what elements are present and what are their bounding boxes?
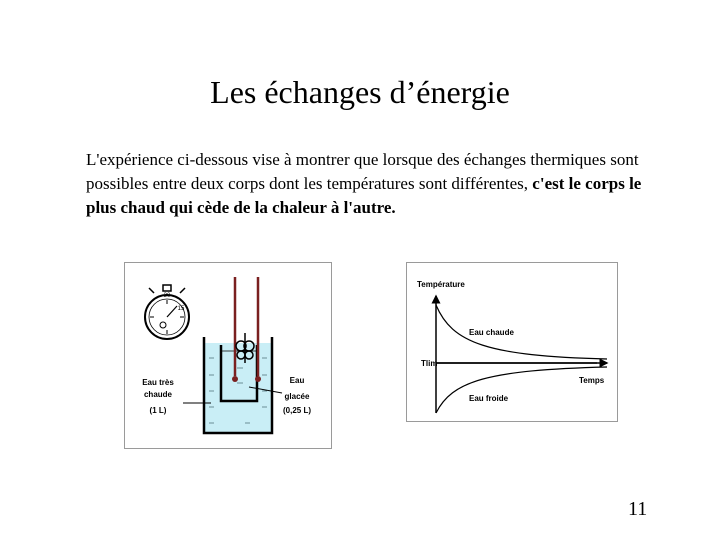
experiment-drawing [125, 263, 331, 448]
paragraph-text: L'expérience ci-dessous vise à montrer que lorsque des échanges thermiques sont possibles entre deux corps dont les températures sont différentes, [86, 150, 639, 193]
hot-water-label-line1: Eau très [142, 378, 174, 387]
ice-water-label-line3: (0,25 L) [282, 406, 312, 415]
hot-water-label-line3: (1 L) [149, 406, 167, 415]
hot-curve-label: Eau chaude [469, 328, 514, 337]
temperature-graph-drawing [407, 263, 617, 421]
stopwatch-icon [145, 285, 189, 339]
graph-y-label: Température [417, 280, 465, 289]
cold-curve-label: Eau froide [469, 394, 509, 403]
ice-water-label-line1: Eau [289, 376, 305, 385]
slide-paragraph [86, 148, 646, 220]
graph-x-label: Temps [579, 376, 605, 385]
hot-curve [436, 305, 607, 359]
paragraph-emphasis: c'est le corps le plus chaud qui cède de la chaleur à l'autre. [86, 174, 642, 217]
hot-water-label-line2: chaude [143, 390, 173, 399]
slide-title: Les échanges d’énergie [210, 74, 510, 110]
temperature-graph [406, 262, 618, 422]
page-number: 11 [628, 498, 648, 520]
small-beaker [221, 345, 257, 401]
stopwatch-mark-15: 15 [177, 306, 185, 312]
ice-water-label-line2: glacée [284, 392, 310, 401]
stopwatch-mark-30: 30 [163, 293, 171, 299]
cold-curve [436, 367, 607, 413]
graph-t-lim-label: Tlim [421, 359, 438, 368]
experiment-figure [124, 262, 332, 449]
graph-labels [417, 280, 605, 403]
